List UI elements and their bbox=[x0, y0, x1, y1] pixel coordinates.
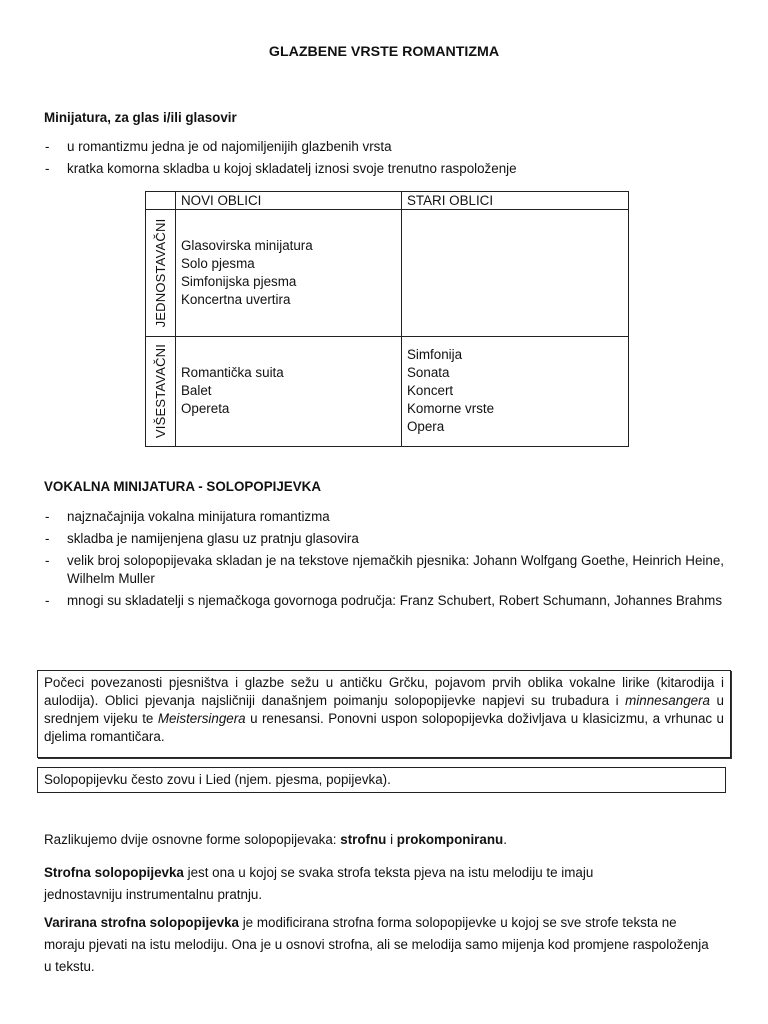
table-cell-novi bbox=[176, 336, 402, 446]
history-info-box bbox=[37, 670, 731, 758]
term-prokomponiranu: prokomponiranu bbox=[396, 832, 504, 847]
history-term-minnesanger: minnesangera bbox=[625, 693, 711, 708]
history-text-part: Počeci povezanosti pjesništva i glazbe sežu u antičku Grčku, pojavom prvih oblika vokalne lirike (kitarodija i aulodija). Oblici pjevanja najsličniji današnjem poimanju solopopijevke napjevi su trubadura i bbox=[44, 675, 724, 708]
history-term-meistersinger: Meistersingera bbox=[157, 711, 246, 726]
solopopijevka-bullet-list bbox=[44, 508, 724, 614]
table-cell-stari-empty bbox=[402, 210, 629, 336]
table-cell-item: Simfonija bbox=[407, 347, 463, 363]
varirana-paragraph bbox=[44, 912, 709, 978]
row-label-visestavacni: VIŠESTAVAČNI bbox=[152, 344, 168, 439]
table-cell-item: Opera bbox=[407, 419, 445, 435]
table-cell-item: Romantička suita bbox=[181, 365, 284, 381]
lied-note-box bbox=[37, 767, 726, 793]
list-item: - kratka komorna skladba u kojoj skladatelj iznosi svoje trenutno raspoloženje bbox=[44, 160, 724, 178]
history-text-part: u renesansi. Ponovni uspon solopopijevka doživljava u klasicizmu, a vrhunac u djelima romantičara. bbox=[44, 711, 724, 744]
paragraph-text: Razlikujemo dvije osnovne forme solopopijevaka: bbox=[44, 832, 341, 847]
paragraph-text: jest ona u kojoj se svaka strofa teksta pjeva na istu melodiju te imaju jednostavniju instrumentalnu pratnju. bbox=[44, 865, 594, 902]
term-strofnu: strofnu bbox=[340, 832, 387, 847]
list-item: - skladba je namijenjena glasu uz pratnju glasovira bbox=[44, 530, 724, 548]
row-label-cell bbox=[146, 336, 176, 446]
table-cell-novi bbox=[176, 210, 402, 336]
term-strofna-solopopijevka: Strofna solopopijevka bbox=[44, 865, 184, 880]
document-title: GLAZBENE VRSTE ROMANTIZMA bbox=[268, 44, 500, 60]
table-cell-item: Simfonijska pjesma bbox=[181, 273, 297, 289]
strofna-paragraph bbox=[44, 862, 674, 906]
table-cell-item: Opereta bbox=[181, 401, 230, 417]
section-heading-vokalna-minijatura: VOKALNA MINIJATURA - SOLOPOPIJEVKA bbox=[44, 479, 322, 494]
table-cell-item: Sonata bbox=[407, 365, 450, 381]
history-text-part: u srednjem vijeku te bbox=[44, 693, 725, 726]
table-cell-item: Balet bbox=[181, 383, 212, 399]
column-header-stari-oblici: STARI OBLICI bbox=[402, 192, 629, 210]
table-cell-item: Komorne vrste bbox=[407, 401, 495, 417]
table-corner-cell bbox=[146, 192, 176, 210]
section-heading-minijatura: Minijatura, za glas i/ili glasovir bbox=[44, 110, 237, 125]
table-cell-item: Koncert bbox=[407, 383, 454, 399]
table-row bbox=[146, 210, 629, 336]
row-label-jednostavacni: JEDNOSTAVAČNI bbox=[152, 218, 168, 328]
list-item: - u romantizmu jedna je od najomiljenijih glazbenih vrsta bbox=[44, 138, 724, 156]
table-cell-stari bbox=[402, 336, 629, 446]
table-header-row bbox=[146, 192, 629, 210]
table-cell-item: Solo pjesma bbox=[181, 255, 255, 271]
forms-table bbox=[145, 191, 629, 447]
lied-note-text: Solopopijevku često zovu i Lied (njem. pjesma, popijevka). bbox=[44, 772, 391, 787]
column-header-novi-oblici: NOVI OBLICI bbox=[176, 192, 402, 210]
paragraph-text: je modificirana strofna forma solopopijevke u kojoj se sve strofe teksta ne moraju pjevati na istu melodiju. Ona je u osnovi strofna, ali se melodija samo mijenja kod promjene raspoloženja u tekstu. bbox=[44, 915, 709, 974]
forms-intro-paragraph bbox=[44, 831, 724, 849]
table-cell-item: Koncertna uvertira bbox=[181, 291, 291, 307]
row-label-cell bbox=[146, 210, 176, 336]
term-varirana-strofna-solopopijevka: Varirana strofna solopopijevka bbox=[44, 915, 239, 930]
list-item: - velik broj solopopijevaka skladan je na tekstove njemačkih pjesnika: Johann Wolfgang Goethe, Heinrich Heine, Wilhelm Muller bbox=[44, 552, 724, 588]
minijatura-bullet-list bbox=[44, 138, 724, 182]
table-row bbox=[146, 336, 629, 446]
table-cell-item: Glasovirska minijatura bbox=[181, 237, 313, 253]
paragraph-text: i bbox=[386, 832, 397, 847]
paragraph-text: . bbox=[503, 832, 507, 847]
list-item: - mnogi su skladatelji s njemačkoga govornoga područja: Franz Schubert, Robert Schumann, Johannes Brahms bbox=[44, 592, 724, 610]
list-item: - najznačajnija vokalna minijatura romantizma bbox=[44, 508, 724, 526]
